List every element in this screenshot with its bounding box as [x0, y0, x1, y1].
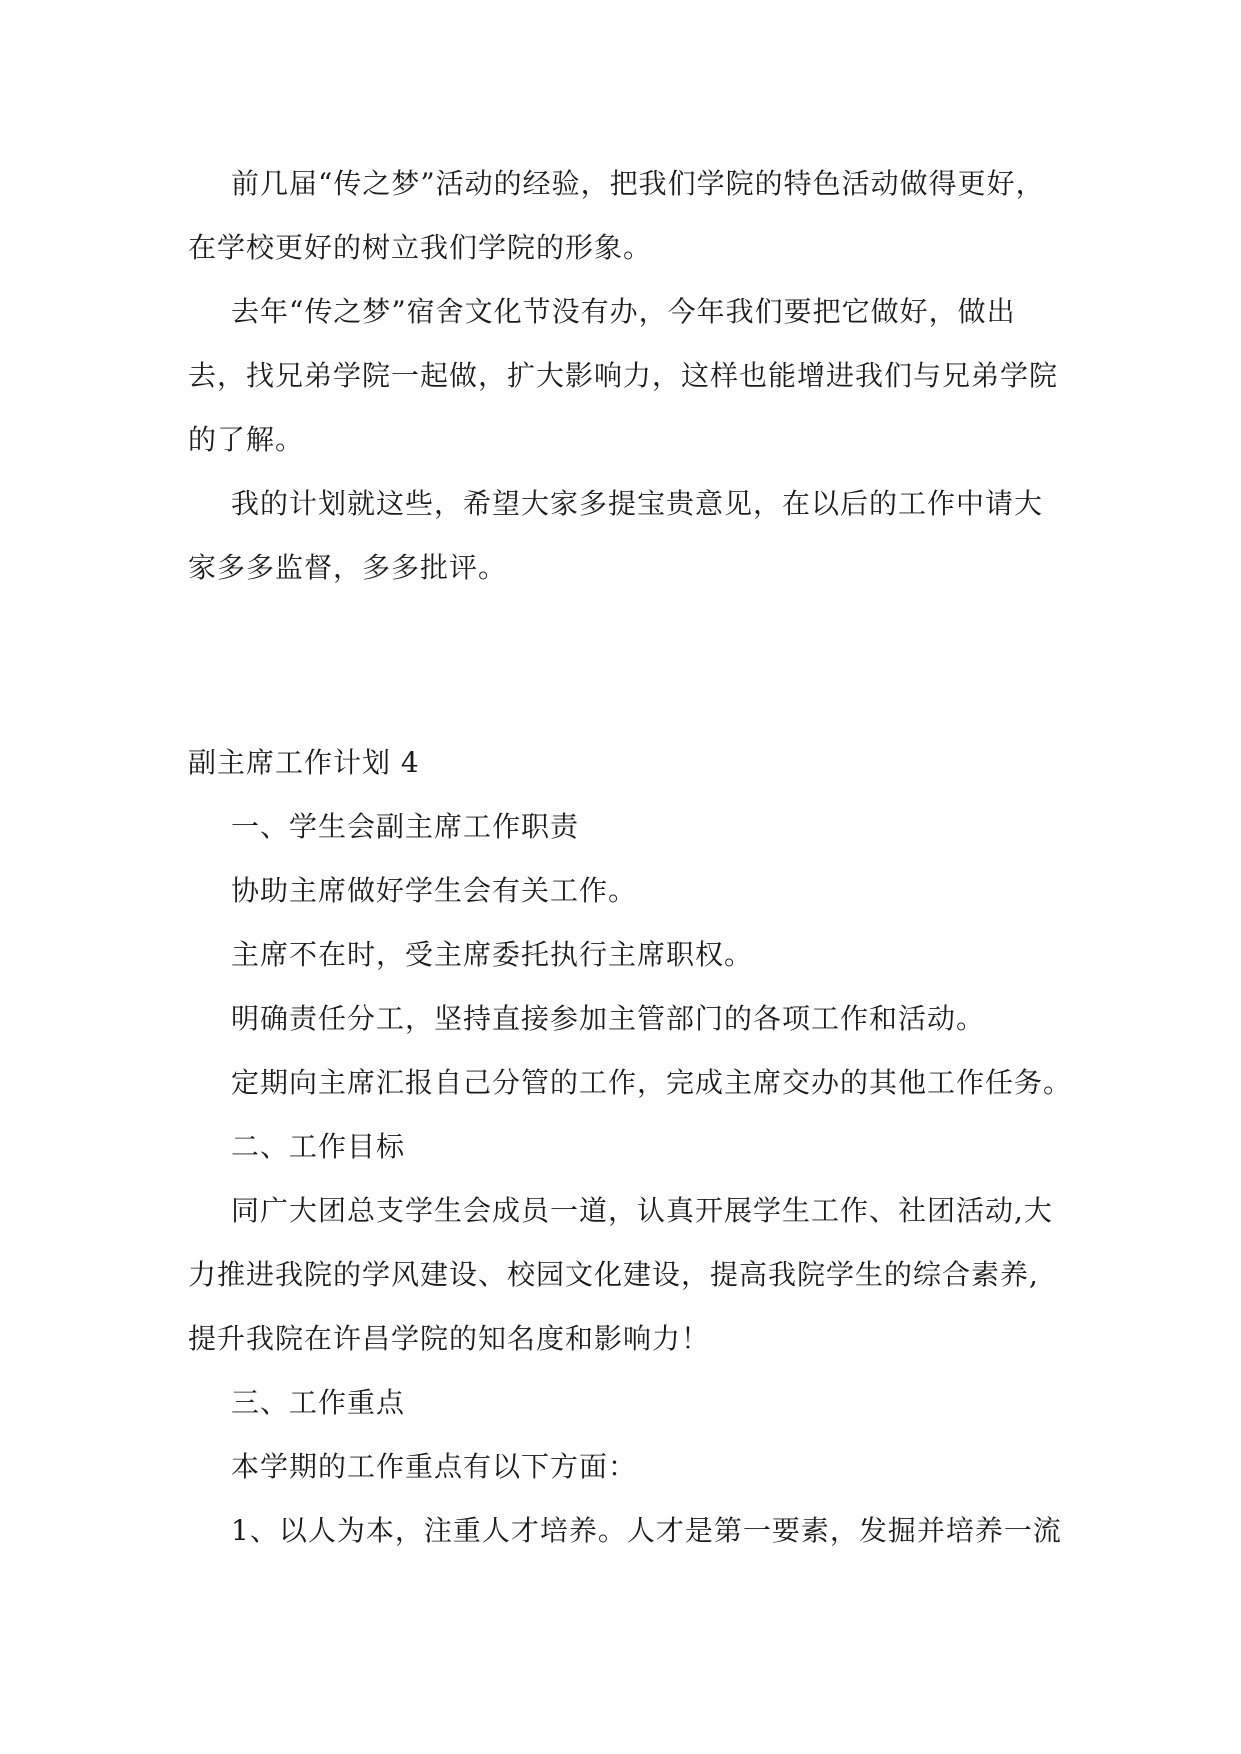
- paragraph-line: 主席不在时，受主席委托执行主席职权。: [231, 938, 754, 971]
- paragraph-line: 1、以人为本，注重人才培养。人才是第一要素，发掘并培养一流: [231, 1514, 1062, 1547]
- paragraph-line: 的了解。: [188, 423, 305, 456]
- paragraph-line: 力推进我院的学风建设、校园文化建设，提高我院学生的综合素养,: [188, 1258, 1039, 1291]
- paragraph-line: 提升我院在许昌学院的知名度和影响力！: [188, 1322, 711, 1355]
- section-heading: 二、工作目标: [231, 1130, 406, 1163]
- paragraph-line: 协助主席做好学生会有关工作。: [231, 874, 638, 907]
- paragraph-line: 同广大团总支学生会成员一道，认真开展学生工作、社团活动,大: [231, 1194, 1053, 1227]
- paragraph-line: 定期向主席汇报自己分管的工作，完成主席交办的其他工作任务。: [231, 1066, 1073, 1099]
- paragraph-line: 家多多监督，多多批评。: [188, 551, 508, 584]
- paragraph-line: 前几届“传之梦”活动的经验，把我们学院的特色活动做得更好，: [231, 167, 1045, 200]
- paragraph-line: 我的计划就这些，希望大家多提宝贵意见，在以后的工作中请大: [231, 487, 1044, 520]
- section-heading: 三、工作重点: [231, 1386, 406, 1419]
- paragraph-line: 去，找兄弟学院一起做，扩大影响力，这样也能增进我们与兄弟学院: [188, 359, 1059, 392]
- paragraph-line: 本学期的工作重点有以下方面：: [231, 1450, 638, 1483]
- section-heading: 一、学生会副主席工作职责: [231, 810, 580, 843]
- section-title: 副主席工作计划 4: [188, 746, 420, 779]
- paragraph-line: 在学校更好的树立我们学院的形象。: [188, 231, 653, 264]
- paragraph-line: 去年“传之梦”宿舍文化节没有办，今年我们要把它做好，做出: [231, 295, 1016, 328]
- paragraph-line: 明确责任分工，坚持直接参加主管部门的各项工作和活动。: [231, 1002, 986, 1035]
